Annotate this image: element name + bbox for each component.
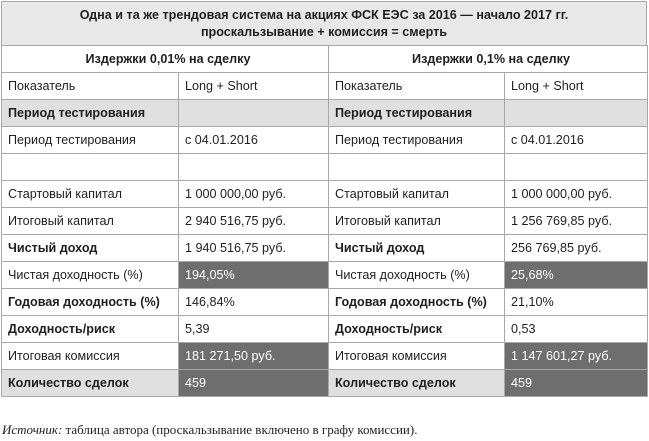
section-header-left: Издержки 0,01% на сделку [2, 46, 329, 73]
row-label-left: Итоговый капитал [2, 208, 179, 235]
row-label-right: Итоговый капитал [329, 208, 505, 235]
section-header-right: Издержки 0,1% на сделку [329, 46, 648, 73]
results-table [1, 45, 648, 397]
row-label-right: Стартовый капитал [329, 181, 505, 208]
table-title-line2: проскальзывание + комиссия = смерть [200, 25, 448, 39]
table-row [2, 73, 648, 100]
table-row [2, 370, 648, 397]
row-value-left: 2 940 516,75 руб. [179, 208, 329, 235]
table-row [2, 289, 648, 316]
source-label: Источник: [2, 422, 63, 437]
table-row [2, 127, 648, 154]
row-value-right: 1 147 601,27 руб. [505, 343, 648, 370]
row-label-right: Чистый доход [329, 235, 505, 262]
row-value-left: 181 271,50 руб. [179, 343, 329, 370]
table-title [1, 1, 647, 46]
row-label-left: Показатель [2, 73, 179, 100]
row-value-right: 256 769,85 руб. [505, 235, 648, 262]
row-label-right: Доходность/риск [329, 316, 505, 343]
row-label-right: Годовая доходность (%) [329, 289, 505, 316]
row-label-right: Итоговая комиссия [329, 343, 505, 370]
row-value-right: 0,53 [505, 316, 648, 343]
row-value-left: 146,84% [179, 289, 329, 316]
table-row [2, 316, 648, 343]
section-header-row [2, 46, 648, 73]
row-value-left [179, 100, 329, 127]
row-value-right [505, 154, 648, 181]
table-title-line1: Одна и та же трендовая система на акциях ФСК ЕЭС за 2016 — начало 2017 гг. [79, 8, 569, 22]
row-value-left [179, 154, 329, 181]
row-label-right: Показатель [329, 73, 505, 100]
row-value-left: 1 940 516,75 руб. [179, 235, 329, 262]
row-value-right: 1 256 769,85 руб. [505, 208, 648, 235]
row-label-left: Период тестирования [2, 100, 179, 127]
source-text: таблица автора (проскальзывание включено в графу комиссии). [62, 422, 418, 437]
row-value-left: 194,05% [179, 262, 329, 289]
row-value-right: с 04.01.2016 [505, 127, 648, 154]
row-value-left: 459 [179, 370, 329, 397]
table-row [2, 100, 648, 127]
table-row [2, 181, 648, 208]
table-row [2, 154, 648, 181]
source-note [2, 422, 417, 438]
table-row [2, 262, 648, 289]
table-row [2, 208, 648, 235]
row-label-left: Годовая доходность (%) [2, 289, 179, 316]
row-label-left: Доходность/риск [2, 316, 179, 343]
table-row [2, 235, 648, 262]
row-value-right: 459 [505, 370, 648, 397]
row-value-left: с 04.01.2016 [179, 127, 329, 154]
row-value-left: 5,39 [179, 316, 329, 343]
row-label-left: Чистый доход [2, 235, 179, 262]
row-value-right: 1 000 000,00 руб. [505, 181, 648, 208]
row-value-right: 25,68% [505, 262, 648, 289]
row-label-right: Период тестирования [329, 100, 505, 127]
row-label-left [2, 154, 179, 181]
row-label-right [329, 154, 505, 181]
row-label-left: Количество сделок [2, 370, 179, 397]
row-value-right: Long + Short [505, 73, 648, 100]
row-label-left: Период тестирования [2, 127, 179, 154]
row-label-right: Чистая доходность (%) [329, 262, 505, 289]
row-label-right: Количество сделок [329, 370, 505, 397]
table-row [2, 343, 648, 370]
row-label-left: Чистая доходность (%) [2, 262, 179, 289]
row-value-right: 21,10% [505, 289, 648, 316]
row-label-left: Стартовый капитал [2, 181, 179, 208]
row-label-right: Период тестирования [329, 127, 505, 154]
row-value-left: Long + Short [179, 73, 329, 100]
row-value-left: 1 000 000,00 руб. [179, 181, 329, 208]
row-label-left: Итоговая комиссия [2, 343, 179, 370]
row-value-right [505, 100, 648, 127]
